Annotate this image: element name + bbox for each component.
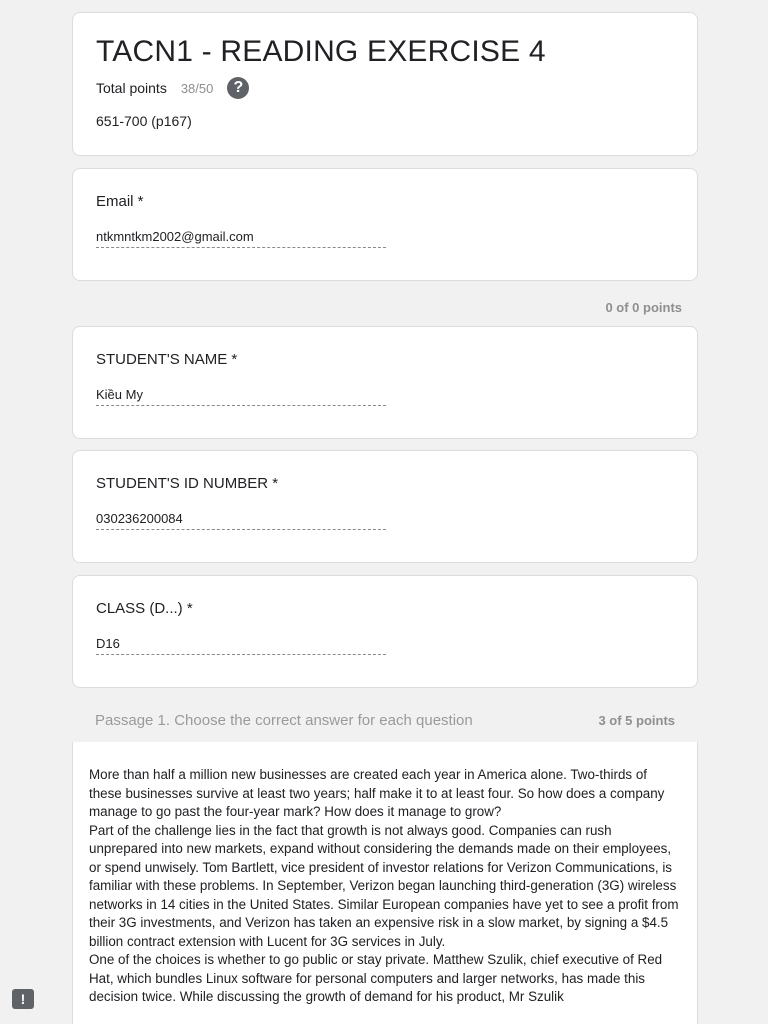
passage-section-header xyxy=(95,712,675,732)
class-card xyxy=(72,575,698,688)
student-id-field[interactable]: 030236200084 xyxy=(96,511,386,530)
student-name-field[interactable]: Kiều My xyxy=(96,387,386,406)
student-id-card xyxy=(72,450,698,563)
passage-paragraph: One of the choices is whether to go public or stay private. Matthew Szulik, chief executive of Red Hat, which bundles Linux software for personal computers and larger networks, has made this decision twice. While discussing the growth of demand for his product, Mr Szulik xyxy=(89,952,663,1004)
passage-section-title: Passage 1. Choose the correct answer for each question xyxy=(95,712,473,729)
class-field[interactable]: D16 xyxy=(96,636,386,655)
email-field[interactable]: ntkmntkm2002@gmail.com xyxy=(96,229,386,248)
student-id-label: STUDENT'S ID NUMBER * xyxy=(96,475,279,492)
class-label: CLASS (D...) * xyxy=(96,600,193,617)
student-name-card xyxy=(72,326,698,439)
form-title: TACN1 - READING EXERCISE 4 xyxy=(96,35,546,68)
form-header-card xyxy=(72,12,698,156)
help-circle-icon[interactable]: ? xyxy=(227,77,249,99)
section-points: 0 of 0 points xyxy=(605,300,682,315)
email-question-card xyxy=(72,168,698,281)
total-points-row xyxy=(96,77,249,99)
passage-section-score: 3 of 5 points xyxy=(598,713,675,728)
passage-text xyxy=(89,766,681,1007)
email-label: Email * xyxy=(96,193,144,210)
report-feedback-icon[interactable]: ! xyxy=(12,989,34,1009)
passage-paragraph: More than half a million new businesses are created each year in America alone. Two-thirds of these businesses survive at least two years; half make it to at least four. So how does a company manage to go past the four-year mark? How does it manage to grow? xyxy=(89,767,665,819)
passage-paragraph: Part of the challenge lies in the fact that growth is not always good. Companies can rush unprepared into new markets, expand without considering the demands made on their employees, or spend unwisely. Tom Bartlett, vice president of investor relations for Verizon Communications, is familiar with these problems. In September, Verizon began launching third-generation (3G) wireless networks in 14 cities in the United States. Similar European companies have yet to see a profit from their 3G investments, and Verizon has taken an expensive risk in a slow market, by signing a $4.5 billion contract extension with Lucent for 3G services in July. xyxy=(89,822,679,949)
form-subtitle: 651-700 (p167) xyxy=(96,113,192,129)
total-points-value: 38/50 xyxy=(180,80,214,96)
student-name-label: STUDENT'S NAME * xyxy=(96,351,238,368)
passage-card xyxy=(72,742,698,1024)
total-points-label: Total points xyxy=(96,80,167,96)
